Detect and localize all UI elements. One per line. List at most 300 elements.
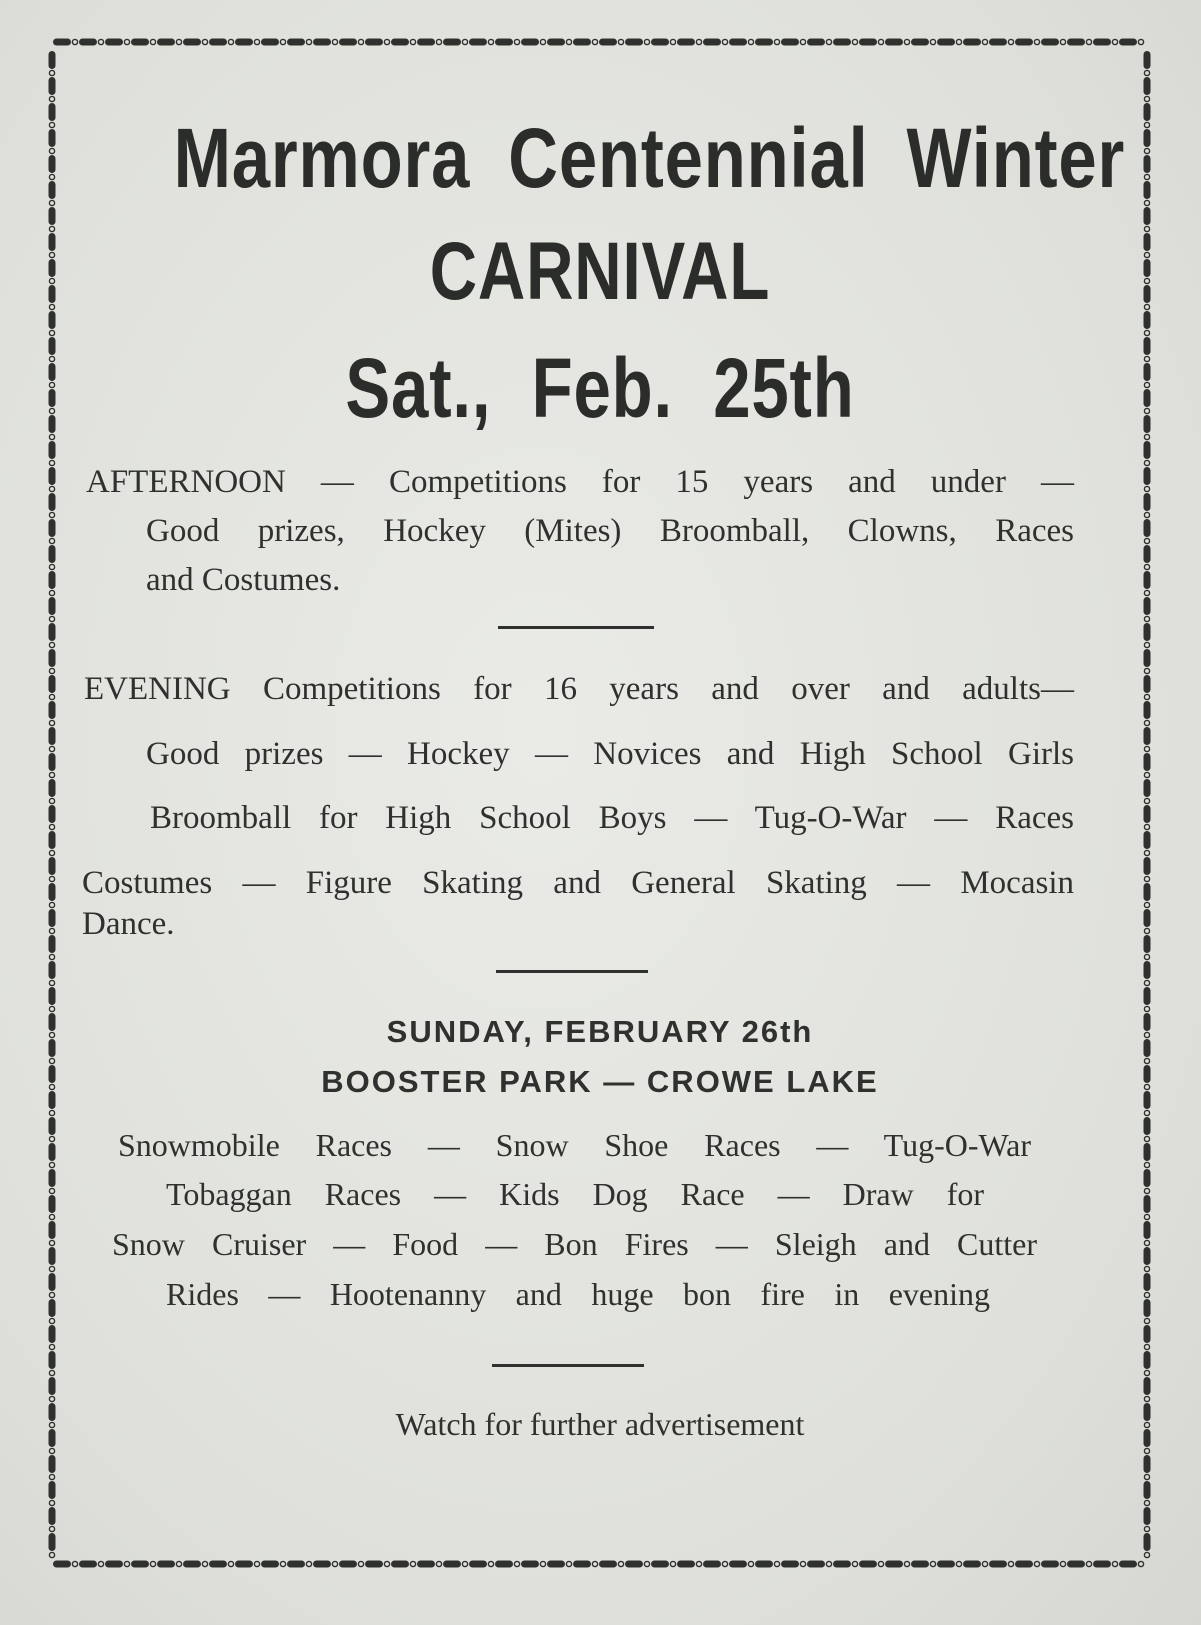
border-ring [49,226,54,231]
border-link [1144,155,1151,173]
border-ring [1144,1448,1149,1453]
border-ring [1144,70,1149,75]
border-ring [1144,96,1149,101]
border-ring [982,1561,987,1566]
border-link [1144,441,1151,459]
footer-note: Watch for further advertisement [395,1406,805,1442]
sunday-line-1: Snowmobile Races — Snow Shoe Races — Tug-O-War [118,1127,1031,1163]
border-ring [49,304,54,309]
border-link [261,1561,279,1568]
border-link [625,1561,643,1568]
border-link [131,39,149,46]
border-ring [49,200,54,205]
border-ring [98,1561,103,1566]
border-ring [49,330,54,335]
border-ring [462,1561,467,1566]
border-ring [1144,356,1149,361]
border-link [1144,1325,1151,1343]
border-link [937,1561,955,1568]
border-ring [1144,824,1149,829]
border-ring [618,1561,623,1566]
sunday-line-2: Tobaggan Races — Kids Dog Race — Draw for [166,1176,984,1212]
border-link [235,1561,253,1568]
border-link [1144,701,1151,719]
evening-line-5: Dance. [82,906,175,942]
border-ring [800,1561,805,1566]
border-ring [49,746,54,751]
border-link [1144,467,1151,485]
border-ring [1144,382,1149,387]
border-ring [878,39,883,44]
border-link [1144,1429,1151,1447]
border-link [49,1533,56,1551]
border-link [1144,883,1151,901]
border-ring [618,39,623,44]
border-ring [49,1058,54,1063]
border-ring [488,39,493,44]
border-ring [150,1561,155,1566]
border-ring [1144,1110,1149,1115]
border-link [885,39,903,46]
border-link [1144,857,1151,875]
border-link [53,39,71,46]
border-link [1144,389,1151,407]
border-link [49,1481,56,1499]
sunday-location-heading: BOOSTER PARK — CROWE LAKE [321,1064,879,1099]
border-link [49,1455,56,1473]
border-link [49,1195,56,1213]
border-ring [49,980,54,985]
border-ring [852,39,857,44]
border-ring [49,1162,54,1167]
border-ring [1144,798,1149,803]
border-ring [1144,122,1149,127]
border-link [1144,987,1151,1005]
border-ring [956,39,961,44]
border-ring [49,1032,54,1037]
border-link [1144,1065,1151,1083]
border-link [1144,363,1151,381]
border-link [1144,961,1151,979]
border-ring [670,1561,675,1566]
border-link [49,1247,56,1265]
border-ring [228,39,233,44]
border-ring [826,1561,831,1566]
border-link [1144,909,1151,927]
border-ring [1144,278,1149,283]
border-ring [280,39,285,44]
border-link [49,805,56,823]
border-link [1144,233,1151,251]
border-ring [1112,1561,1117,1566]
border-link [49,129,56,147]
border-link [287,1561,305,1568]
border-link [391,1561,409,1568]
border-link [49,77,56,95]
border-link [833,1561,851,1568]
border-ring [1144,928,1149,933]
border-ring [176,1561,181,1566]
border-ring [228,1561,233,1566]
border-link [1144,1221,1151,1239]
border-ring [72,39,77,44]
border-link [49,363,56,381]
border-link [1144,77,1151,95]
border-link [49,1013,56,1031]
border-link [1144,285,1151,303]
border-ring [1144,1318,1149,1323]
border-ring [462,39,467,44]
border-ring [306,39,311,44]
border-ring [1144,850,1149,855]
border-ring [358,1561,363,1566]
border-link [1144,519,1151,537]
border-ring [1144,1084,1149,1089]
border-ring [49,1136,54,1141]
border-ring [49,356,54,361]
border-link [1144,51,1151,69]
border-ring [49,70,54,75]
border-ring [49,1318,54,1323]
border-link [1144,415,1151,433]
border-link [911,1561,929,1568]
border-ring [1144,1552,1149,1557]
border-link [53,1561,71,1568]
border-link [1144,831,1151,849]
border-link [49,1325,56,1343]
border-link [807,1561,825,1568]
border-ring [1144,486,1149,491]
border-ring [1144,1370,1149,1375]
border-link [49,1117,56,1135]
border-link [1144,129,1151,147]
border-ring [748,39,753,44]
border-ring [1144,304,1149,309]
border-ring [1008,39,1013,44]
border-ring [150,39,155,44]
border-ring [540,39,545,44]
border-ring [49,382,54,387]
border-ring [1144,226,1149,231]
border-link [49,337,56,355]
border-ring [49,1266,54,1271]
border-link [49,1299,56,1317]
border-link [313,1561,331,1568]
border-link [49,1091,56,1109]
border-link [209,1561,227,1568]
border-ring [1144,1188,1149,1193]
sunday-line-4: Rides — Hootenanny and huge bon fire in evening [166,1276,990,1312]
border-ring [384,1561,389,1566]
border-ring [49,720,54,725]
border-ring [1144,1032,1149,1037]
border-link [573,1561,591,1568]
border-link [1093,39,1111,46]
border-ring [800,39,805,44]
border-ring [1144,642,1149,647]
border-link [49,987,56,1005]
border-ring [1144,434,1149,439]
border-ring [1086,39,1091,44]
headline-title: Marmora Centennial Winter [173,111,1126,205]
border-ring [124,39,129,44]
border-link [49,935,56,953]
border-link [1144,337,1151,355]
border-link [287,39,305,46]
border-link [1144,493,1151,511]
evening-line-1: EVENING Competitions for 16 years and over and adults— [84,671,1074,707]
border-link [105,1561,123,1568]
border-ring [332,39,337,44]
border-ring [774,39,779,44]
border-ring [332,1561,337,1566]
border-ring [1144,772,1149,777]
carnival-advertisement [80,60,1126,1550]
border-ring [644,1561,649,1566]
border-ring [49,564,54,569]
border-ring [49,538,54,543]
border-ring [774,1561,779,1566]
border-link [391,39,409,46]
border-link [599,39,617,46]
border-link [625,39,643,46]
border-ring [1144,1214,1149,1219]
border-link [651,1561,669,1568]
border-link [49,233,56,251]
border-ring [49,876,54,881]
border-ring [592,1561,597,1566]
border-link [365,39,383,46]
border-ring [644,39,649,44]
border-ring [1138,1561,1143,1566]
border-link [49,545,56,563]
border-ring [1144,1474,1149,1479]
border-ring [1086,1561,1091,1566]
border-link [1144,1481,1151,1499]
border-ring [1144,1292,1149,1297]
border-link [1144,571,1151,589]
border-ring [1144,1526,1149,1531]
border-link [1144,1403,1151,1421]
border-ring [49,954,54,959]
sunday-line-3: Snow Cruiser — Food — Bon Fires — Sleigh and Cutter [112,1226,1037,1262]
border-link [1144,103,1151,121]
border-ring [410,1561,415,1566]
headline-carnival: CARNIVAL [429,226,771,317]
border-link [1119,1561,1137,1568]
border-link [49,597,56,615]
border-link [49,103,56,121]
border-ring [1144,694,1149,699]
border-link [1041,39,1059,46]
border-link [49,181,56,199]
border-link [1144,1533,1151,1551]
border-link [49,389,56,407]
border-link [729,39,747,46]
border-ring [49,512,54,517]
sunday-date-heading: SUNDAY, FEBRUARY 26th [386,1014,814,1049]
border-ring [1144,1058,1149,1063]
border-ring [436,39,441,44]
border-link [1144,649,1151,667]
evening-line-3: Broomball for High School Boys — Tug-O-War — Races [150,800,1074,836]
border-ring [1144,1006,1149,1011]
border-link [469,39,487,46]
border-ring [566,39,571,44]
border-ring [956,1561,961,1566]
border-ring [49,1344,54,1349]
border-link [781,1561,799,1568]
border-link [261,39,279,46]
border-ring [49,642,54,647]
border-link [339,1561,357,1568]
border-link [1144,1299,1151,1317]
border-link [49,909,56,927]
border-link [703,1561,721,1568]
border-ring [722,1561,727,1566]
border-link [49,1351,56,1369]
border-link [1144,753,1151,771]
border-link [1067,39,1085,46]
border-link [49,1221,56,1239]
border-link [209,39,227,46]
border-link [157,1561,175,1568]
border-ring [696,39,701,44]
border-ring [49,252,54,257]
border-link [49,857,56,875]
border-ring [930,39,935,44]
border-ring [1144,460,1149,465]
border-ring [722,39,727,44]
border-ring [384,39,389,44]
border-ring [436,1561,441,1566]
border-ring [49,772,54,777]
border-ring [49,486,54,491]
border-ring [696,1561,701,1566]
border-ring [49,148,54,153]
border-link [49,1377,56,1395]
border-ring [982,39,987,44]
border-ring [49,1006,54,1011]
border-link [79,1561,97,1568]
border-ring [1144,1136,1149,1141]
border-link [49,753,56,771]
border-link [1144,1455,1151,1473]
border-ring [592,39,597,44]
border-ring [202,39,207,44]
border-link [417,39,435,46]
border-ring [1144,1162,1149,1167]
border-link [937,39,955,46]
border-ring [1008,1561,1013,1566]
border-link [521,39,539,46]
border-ring [1138,39,1143,44]
border-link [105,39,123,46]
border-link [1144,259,1151,277]
border-link [547,1561,565,1568]
border-ring [1144,876,1149,881]
border-ring [49,1422,54,1427]
border-ring [540,1561,545,1566]
border-ring [1144,252,1149,257]
border-ring [878,1561,883,1566]
border-ring [49,850,54,855]
border-link [417,1561,435,1568]
border-ring [1144,1500,1149,1505]
border-link [49,311,56,329]
border-link [49,519,56,537]
border-link [1144,1039,1151,1057]
border-ring [1144,1240,1149,1245]
border-ring [670,39,675,44]
border-link [677,39,695,46]
border-ring [410,39,415,44]
border-link [49,727,56,745]
border-link [49,285,56,303]
border-link [49,467,56,485]
border-link [49,441,56,459]
border-ring [1034,1561,1039,1566]
border-link [443,1561,461,1568]
border-link [1015,39,1033,46]
border-ring [1144,174,1149,179]
border-link [49,571,56,589]
border-link [157,39,175,46]
border-link [49,1169,56,1187]
border-link [1144,623,1151,641]
border-ring [1144,1266,1149,1271]
border-ring [254,39,259,44]
border-link [131,1561,149,1568]
border-link [49,1273,56,1291]
border-ring [49,1474,54,1479]
border-link [729,1561,747,1568]
border-ring [1144,408,1149,413]
border-link [1093,1561,1111,1568]
border-link [1144,1273,1151,1291]
border-link [49,961,56,979]
border-link [833,39,851,46]
border-link [1144,311,1151,329]
border-ring [1144,564,1149,569]
border-link [885,1561,903,1568]
border-ring [49,928,54,933]
border-link [911,39,929,46]
border-link [49,649,56,667]
border-link [859,1561,877,1568]
border-ring [49,122,54,127]
border-ring [1144,668,1149,673]
border-link [49,675,56,693]
border-ring [1144,1344,1149,1349]
border-link [599,1561,617,1568]
border-link [781,39,799,46]
border-ring [49,798,54,803]
border-ring [202,1561,207,1566]
border-link [755,1561,773,1568]
border-ring [49,1526,54,1531]
headline-date: Sat., Feb. 25th [345,341,855,435]
border-link [49,259,56,277]
border-link [49,155,56,173]
border-ring [49,1084,54,1089]
border-link [807,39,825,46]
border-link [49,51,56,69]
border-link [677,1561,695,1568]
border-ring [826,39,831,44]
border-link [49,1429,56,1447]
border-ring [1060,1561,1065,1566]
